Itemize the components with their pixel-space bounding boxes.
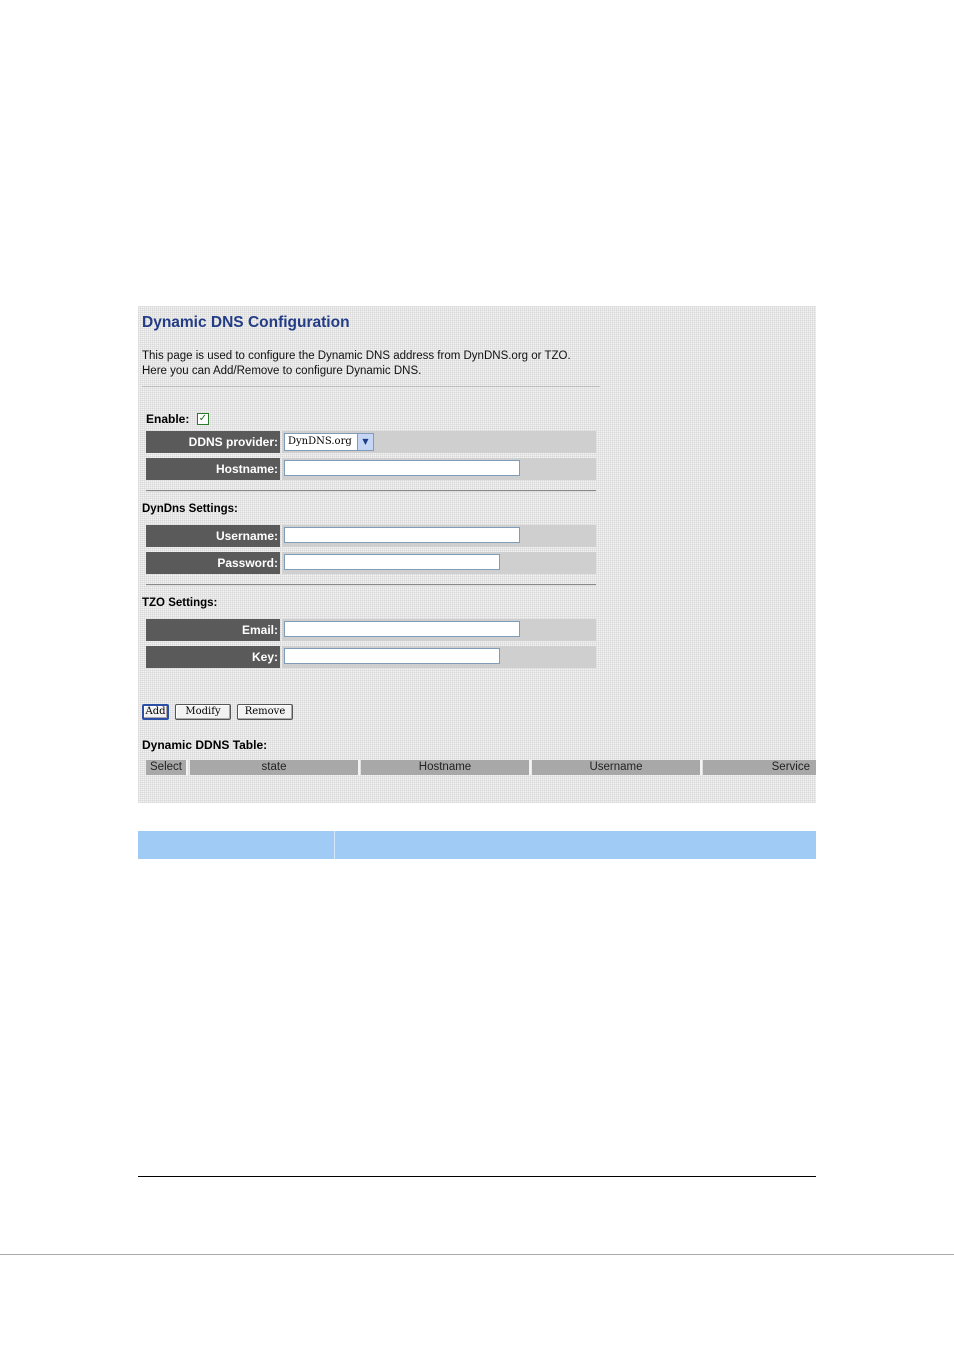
password-input[interactable] <box>284 554 500 570</box>
column-header-hostname: Hostname <box>361 760 531 775</box>
remove-button[interactable]: Remove <box>237 704 293 720</box>
hostname-cell <box>282 458 596 480</box>
username-row <box>146 525 596 547</box>
ddns-provider-label: DDNS provider: <box>146 431 280 453</box>
ddns-config-panel <box>138 306 816 803</box>
page-description-line1: This page is used to configure the Dynamic DNS address from DynDNS.org or TZO. <box>142 350 571 362</box>
page-description-line2: Here you can Add/Remove to configure Dynamic DNS. <box>142 365 422 377</box>
key-cell <box>282 646 596 668</box>
ddns-table-header <box>146 760 816 775</box>
enable-label: Enable: <box>146 412 190 426</box>
chevron-down-icon[interactable]: ▼ <box>357 434 373 450</box>
email-row <box>146 619 596 641</box>
ddns-provider-row <box>146 431 596 453</box>
password-label: Password: <box>146 552 280 574</box>
key-row <box>146 646 596 668</box>
divider <box>142 386 600 387</box>
column-header-state: state <box>190 760 360 775</box>
tzo-settings-label: TZO Settings: <box>142 597 218 609</box>
email-input[interactable] <box>284 621 520 637</box>
password-cell <box>282 552 596 574</box>
footer-divider <box>138 1176 816 1177</box>
ddns-provider-select[interactable] <box>284 433 374 451</box>
hostname-input[interactable] <box>284 460 520 476</box>
password-row <box>146 552 596 574</box>
divider <box>146 584 596 586</box>
column-header-select: Select <box>146 760 188 775</box>
ddns-provider-cell <box>282 431 596 453</box>
divider <box>146 490 596 492</box>
table-header-bar <box>138 831 816 859</box>
hostname-label: Hostname: <box>146 458 280 480</box>
table-header-bar-left-cell <box>138 831 335 859</box>
email-label: Email: <box>146 619 280 641</box>
add-button[interactable]: Add <box>142 704 169 720</box>
column-header-username: Username <box>532 760 702 775</box>
page-title: Dynamic DNS Configuration <box>142 314 350 331</box>
dyndns-settings-label: DynDns Settings: <box>142 503 238 515</box>
ddns-table-title: Dynamic DDNS Table: <box>142 738 268 752</box>
ddns-provider-selected-value: DynDNS.org <box>288 436 352 447</box>
modify-button[interactable]: Modify <box>175 704 231 720</box>
username-input[interactable] <box>284 527 520 543</box>
username-cell <box>282 525 596 547</box>
enable-checkbox[interactable]: ✓ <box>198 413 208 424</box>
email-cell <box>282 619 596 641</box>
key-label: Key: <box>146 646 280 668</box>
username-label: Username: <box>146 525 280 547</box>
column-header-service: Service <box>703 760 816 775</box>
key-input[interactable] <box>284 648 500 664</box>
hostname-row <box>146 458 596 480</box>
page-bottom-divider <box>0 1254 954 1255</box>
